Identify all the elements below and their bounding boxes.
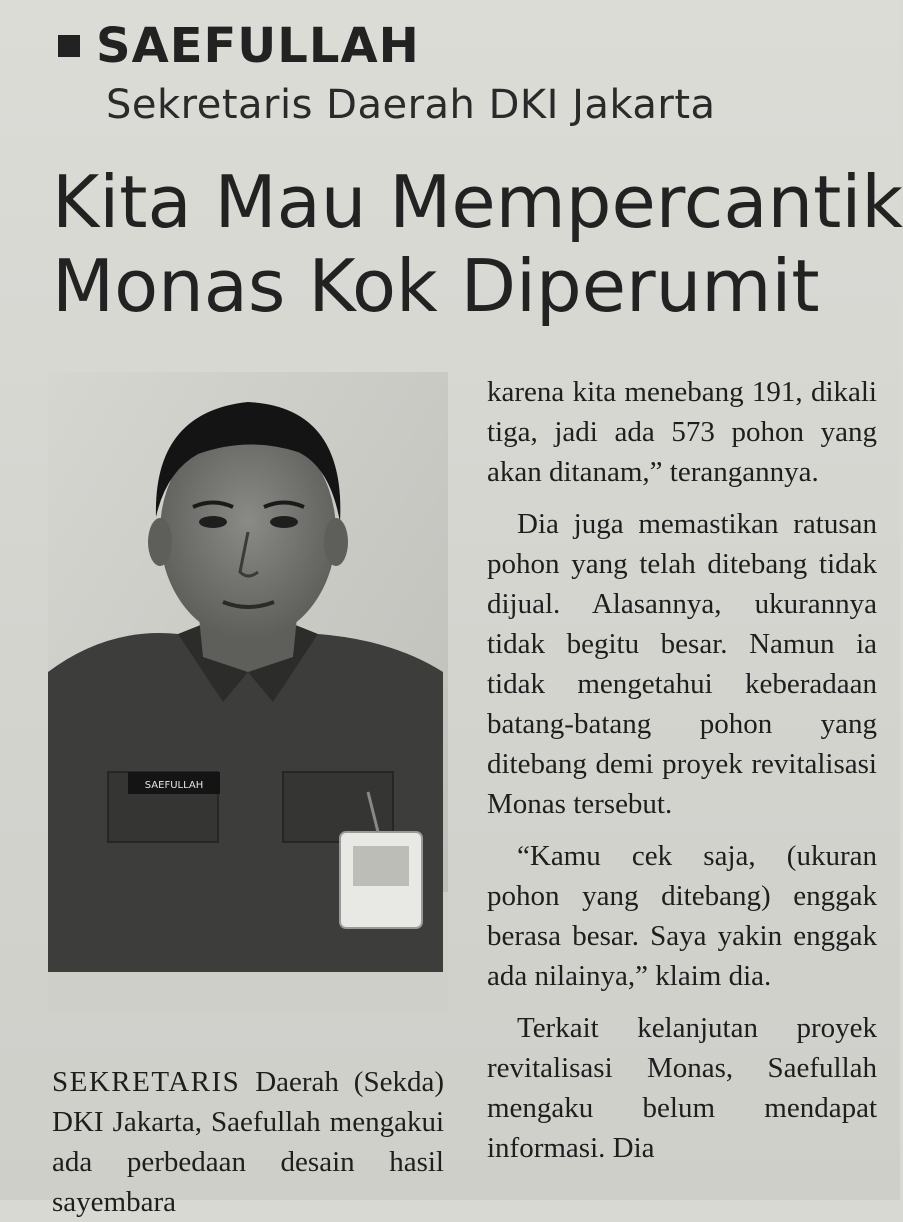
bullet-square-icon xyxy=(58,35,80,57)
lead-paragraph xyxy=(52,1062,444,1222)
headline-line-2: Monas Kok Diperumit xyxy=(52,244,820,328)
lead-word: SEKRETARIS xyxy=(52,1066,241,1098)
paragraph: Dia juga memastikan ratusan pohon yang telah ditebang tidak dijual. Alasannya, ukurannya tidak begitu besar. Namun ia tidak mengetahui keberadaan batang-batang pohon yang ditebang demi proyek revitalisasi Monas tersebut. xyxy=(487,508,877,820)
portrait-photo xyxy=(48,372,448,1012)
lead-text: Daerah (Sekda) DKI Jakarta, Saefullah mengakui ada perbedaan desain hasil sayembara xyxy=(52,1066,444,1218)
headline-line-1: Kita Mau Mempercantik xyxy=(52,160,903,244)
kicker-name: SAEFULLAH xyxy=(96,18,420,74)
headline xyxy=(52,160,903,328)
paragraph: karena kita menebang 191, dikali tiga, jadi ada 573 pohon yang akan ditanam,” terangannya. xyxy=(487,376,877,488)
name-tag: SAEFULLAH xyxy=(144,780,204,791)
paragraph: Terkait kelanjutan proyek revitalisasi Monas, Saefullah mengaku belum mendapat informasi. Dia xyxy=(487,1012,877,1164)
kicker-role: Sekretaris Daerah DKI Jakarta xyxy=(106,82,716,128)
article-body-left-column xyxy=(52,1062,444,1222)
kicker xyxy=(58,18,420,74)
paragraph: “Kamu cek saja, (ukuran pohon yang ditebang) enggak berasa besar. Saya yakin enggak ada nilainya,” klaim dia. xyxy=(487,840,877,992)
article-body-right-column xyxy=(487,372,877,1168)
